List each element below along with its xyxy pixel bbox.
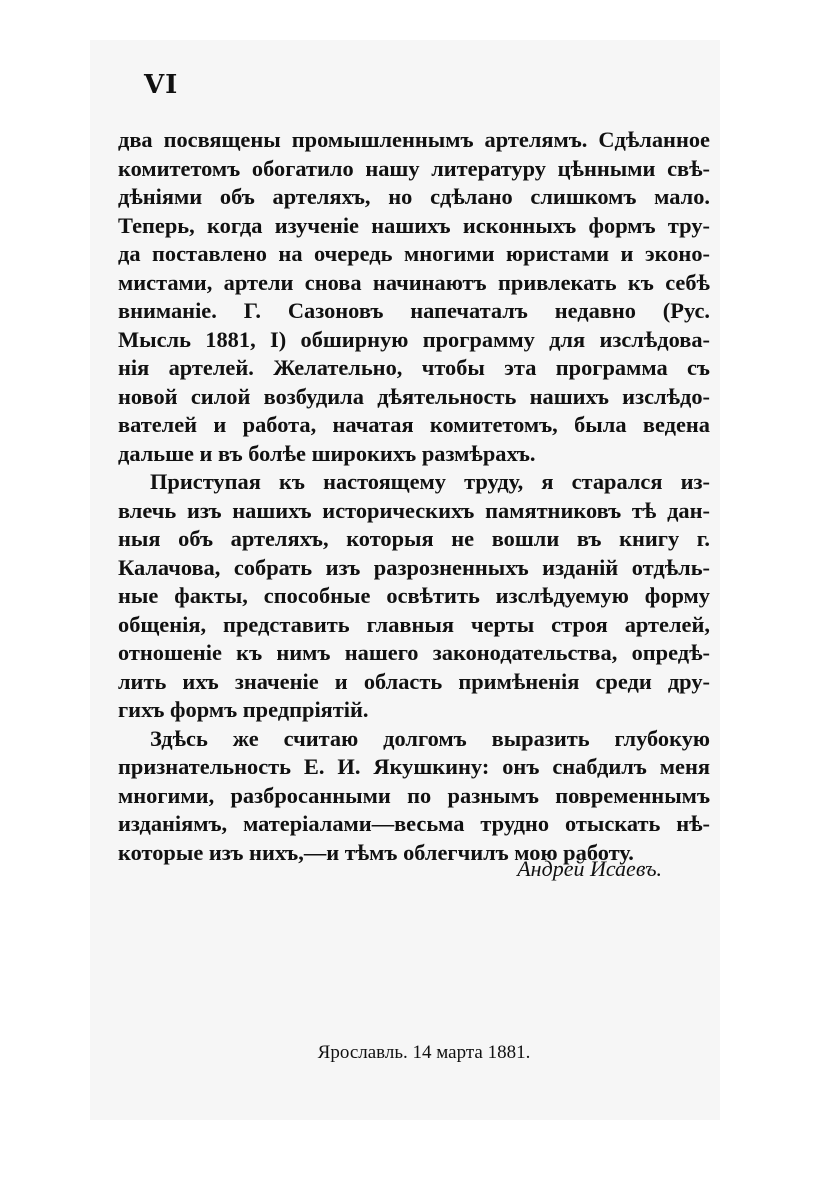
text-line: лить ихъ значеніе и область примѣненія среди дру- (118, 668, 710, 694)
text-line: вателей и работа, начатая комитетомъ, была ведена (118, 412, 710, 437)
text-line: комитетомъ обогатило нашу литературу цѣнными свѣ- (118, 155, 710, 181)
text-line: отношеніе къ нимъ нашего законодательства, опредѣ- (118, 640, 710, 665)
text-line: два посвящены промышленнымъ артелямъ. Сдѣланное (118, 127, 710, 152)
text-line: Приступая къ настоящему труду, я старался из- (150, 469, 710, 494)
text-line: дѣніями объ артеляхъ, но сдѣлано слишкомъ мало. (118, 184, 710, 209)
text-line: Калачова, собрать изъ разрозненныхъ изданій отдѣль- (118, 554, 710, 580)
text-line: дальше и въ болѣе широкихъ размѣрахъ. (118, 440, 536, 466)
text-line: изданіямъ, матеріалами—весьма трудно отыскать нѣ- (118, 811, 710, 836)
text-line: Мысль 1881, I) обширную программу для изслѣдова- (118, 326, 710, 352)
text-line: многими, разбросанными по разнымъ повременнымъ (118, 782, 710, 808)
body-text (118, 126, 710, 867)
text-line: ныя объ артеляхъ, которыя не вошли въ книгу г. (118, 526, 710, 551)
text-line: новой силой возбудила дѣятельность нашихъ изслѣдо- (118, 383, 710, 409)
place-date-line: Ярославль. 14 марта 1881. (317, 1042, 531, 1063)
text-line: вниманіе. Г. Сазоновъ напечаталъ недавно (Рус. (118, 298, 710, 323)
text-line: ные факты, способные освѣтить изслѣдуемую форму (118, 583, 710, 608)
text-line: Здѣсь же считаю долгомъ выразить глубокую (150, 725, 710, 751)
page-number: VI (144, 70, 179, 100)
paragraph-3 (118, 725, 710, 868)
text-line: влечь изъ нашихъ историческихъ памятниковъ тѣ дан- (118, 497, 710, 523)
paragraph-2 (118, 468, 710, 725)
text-line: Теперь, когда изученіе нашихъ исконныхъ формъ тру- (118, 212, 710, 238)
text-line: гихъ формъ предпріятій. (118, 697, 369, 722)
text-line: общенія, представить главныя черты строя артелей, (118, 611, 710, 637)
author-signature: Андрей Исаевъ. (517, 856, 662, 881)
text-line: мистами, артели снова начинаютъ привлекать къ себѣ (118, 269, 710, 295)
text-line: да поставлено на очередь многими юристами и эконо- (118, 241, 710, 266)
text-line: которые изъ нихъ,—и тѣмъ облегчилъ мою работу. (118, 839, 634, 865)
text-line: нія артелей. Желательно, чтобы эта программа съ (118, 355, 710, 380)
text-line: признательность Е. И. Якушкину: онъ снабдилъ меня (118, 754, 710, 779)
paragraph-1 (118, 126, 710, 468)
